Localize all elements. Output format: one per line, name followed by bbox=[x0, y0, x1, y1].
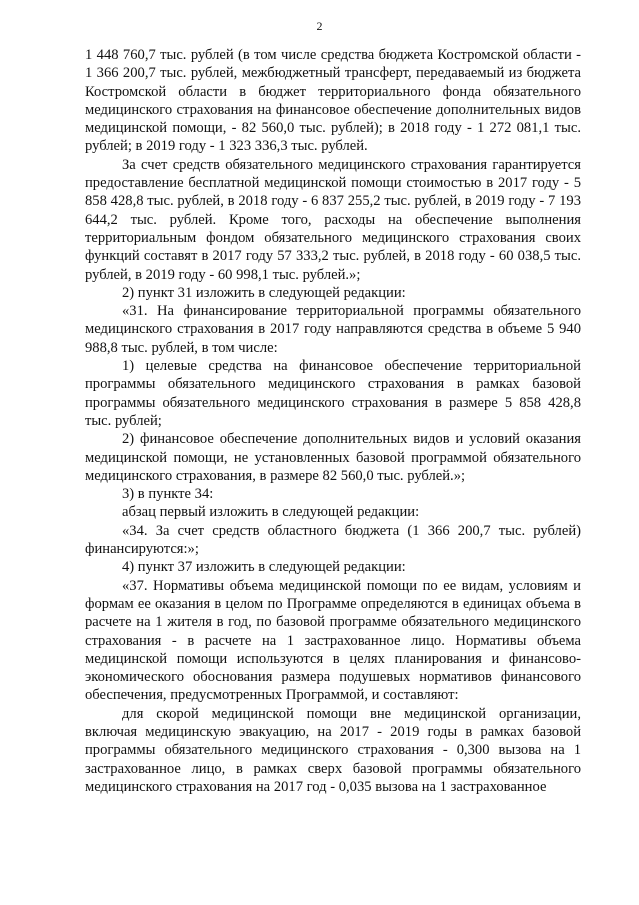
paragraph-amendment-item-4: 4) пункт 37 изложить в следующей редакции: bbox=[122, 559, 406, 576]
paragraph-first-abzac: абзац первый изложить в следующей редакции: bbox=[122, 504, 420, 521]
paragraph-point-31: «31. На финансирование территориальной программы обязательного медицинского страхования в 2017 году направляются средства в объеме 5 940 988,8 тыс. рублей, в том числе: bbox=[85, 303, 581, 356]
paragraph-point-31-subitem-2: 2) финансовое обеспечение дополнительных видов и условий оказания медицинской помощи, не установленных базовой программой обязательного медицинского страхования, в размере 82 560,0 тыс. рублей.»; bbox=[85, 431, 581, 484]
paragraph-point-37: «37. Нормативы объема медицинской помощи по ее видам, условиям и формам ее оказания в целом по Программе определяются в единицах объема в расчете на 1 жителя в год, по базовой программе обязательного медицинского страхования - в расчете на 1 застрахованное лицо. Нормативы объема медицинской помощи используются в целях планирования и финансово-экономического обоснования размера подушевых нормативов финансового обеспечения, предусмотренных Программой, и составляют: bbox=[85, 577, 581, 704]
paragraph-point-31-subitem-1: 1) целевые средства на финансовое обеспечение территориальной программы обязательного медицинского страхования в рамках базовой программы обязательного медицинского страхования в размере 5 858 428,8 тыс. рублей; bbox=[85, 358, 581, 429]
paragraph-amendment-item-3: 3) в пункте 34: bbox=[122, 486, 214, 503]
paragraph-oms-funds: За счет средств обязательного медицинского страхования гарантируется предоставление бесплатной медицинской помощи стоимостью в 2017 году - 5 858 428,8 тыс. рублей, в 2018 году - 6 837 255,2 тыс. рублей, в 2019 году - 7 193 644,2 тыс. рублей. Кроме того, расходы на обеспечение выполнения территориальным фондом обязательного медицинского страхования своих функций составят в 2017 году 57 333,2 тыс. рублей, в 2018 году - 60 038,5 тыс. рублей, в 2019 году - 60 998,1 тыс. рублей.»; bbox=[85, 156, 581, 283]
document-body bbox=[85, 46, 581, 796]
paragraph-emergency-care: для скорой медицинской помощи вне медицинской организации, включая медицинскую эвакуацию, на 2017 - 2019 годы в рамках базовой программы обязательного медицинского страхования - 0,300 вызова на 1 застрахованное лицо, в рамках сверх базовой программы обязательного медицинского страхования на 2017 год - 0,035 вызова на 1 застрахованное bbox=[85, 705, 581, 795]
paragraph-funding-continuation: 1 448 760,7 тыс. рублей (в том числе средства бюджета Костромской области - 1 366 200,7 тыс. рублей, межбюджетный трансферт, передаваемый из бюджета Костромской области в бюджет территориального фонда обязательного медицинского страхования на финансовое обеспечение дополнительных видов медицинской помощи, - 82 560,0 тыс. рублей); в 2018 году - 1 272 081,1 тыс. рублей; в 2019 году - 1 323 336,3 тыс. рублей. bbox=[85, 47, 581, 155]
paragraph-amendment-item-2: 2) пункт 31 изложить в следующей редакции: bbox=[122, 284, 406, 301]
page-number: 2 bbox=[316, 19, 323, 33]
paragraph-point-34: «34. За счет средств областного бюджета (1 366 200,7 тыс. рублей) финансируются:»; bbox=[85, 522, 581, 558]
